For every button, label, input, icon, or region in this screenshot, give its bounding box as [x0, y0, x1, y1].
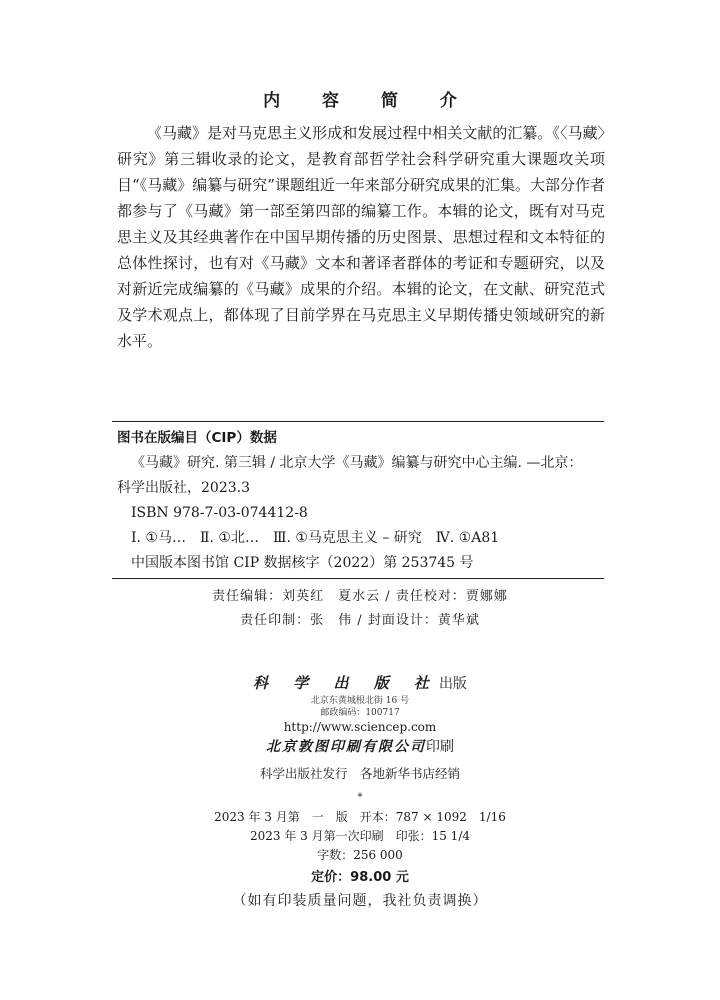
spec-word-count: 字数：256 000 — [317, 848, 403, 862]
editorial-credits — [0, 585, 720, 633]
credits-production: 责任印制：张 伟 / 封面设计：黄华斌 — [240, 613, 480, 628]
publisher-logo-text: 科 学 出 版 社 — [253, 674, 439, 692]
publisher-name-suffix: 出版 — [438, 676, 467, 692]
cip-heading: 图书在版编目（CIP）数据 — [117, 430, 277, 446]
book-price: 定价：98.00 元 — [311, 870, 409, 885]
printer-name: 北京敦图印刷有限公司 — [266, 739, 426, 755]
publisher-postcode: 邮政编码：100717 — [320, 708, 400, 718]
book-specs — [0, 808, 720, 865]
cip-isbn: ISBN 978-7-03-074412-8 — [131, 505, 308, 521]
publisher-address: 北京东黄城根北街 16 号 — [310, 696, 410, 706]
spec-edition: 2023 年 3 月第 一 版 开本：787 × 1092 1/16 — [214, 810, 506, 824]
cip-line-title: 《马藏》研究. 第三辑 / 北京大学《马藏》编纂与研究中心主编. —北京： — [131, 455, 583, 471]
spec-printing: 2023 年 3 月第一次印刷 印张：15 1/4 — [249, 829, 470, 843]
distribution-line: 科学出版社发行 各地新华书店经销 — [259, 766, 460, 781]
cip-line-publisher: 科学出版社，2023.3 — [117, 480, 250, 496]
credits-editors: 责任编辑：刘英红 夏水云 / 责任校对：贾娜娜 — [212, 589, 508, 604]
page-title: 内 容 简 介 — [263, 91, 475, 111]
cip-block — [117, 426, 605, 576]
separator-asterisk: * — [357, 792, 363, 803]
cip-classification: Ⅰ. ①马… Ⅱ. ①北… Ⅲ. ①马克思主义 – 研究 Ⅳ. ①A81 — [131, 530, 500, 546]
publisher-name-line — [0, 672, 720, 695]
cip-record-number: 中国版本图书馆 CIP 数据核字（2022）第 253745 号 — [131, 555, 474, 571]
printer-line — [0, 735, 720, 759]
cip-top-divider — [112, 421, 604, 422]
publisher-website: http://www.sciencep.com — [283, 720, 437, 734]
publisher-block — [0, 672, 720, 803]
cip-bottom-divider — [112, 578, 604, 579]
summary-paragraph: 《马藏》是对马克思主义形成和发展过程中相关文献的汇纂。《〈马藏〉研究》第三辑收录的论文，是教育部哲学社会科学研究重大课题攻关项目“《马藏》编纂与研究”课题组近一年来部分研究成果的汇集。大部分作者都参与了《马藏》第一部至第四部的编纂工作。本辑的论文，既有对马克思主义及其经典著作在中国早期传播的历史图景、思想过程和文本特征的总体性探讨，也有对《马藏》文本和著译者群体的考证和专题研究，以及对新近完成编纂的《马藏》成果的介绍。本辑的论文，在文献、研究范式及学术观点上，都体现了目前学界在马克思主义早期传播史领域研究的新水平。 — [117, 124, 605, 350]
printer-suffix: 印刷 — [426, 739, 454, 755]
quality-notice: （如有印装质量问题，我社负责调换） — [232, 893, 488, 909]
book-summary — [117, 120, 605, 354]
